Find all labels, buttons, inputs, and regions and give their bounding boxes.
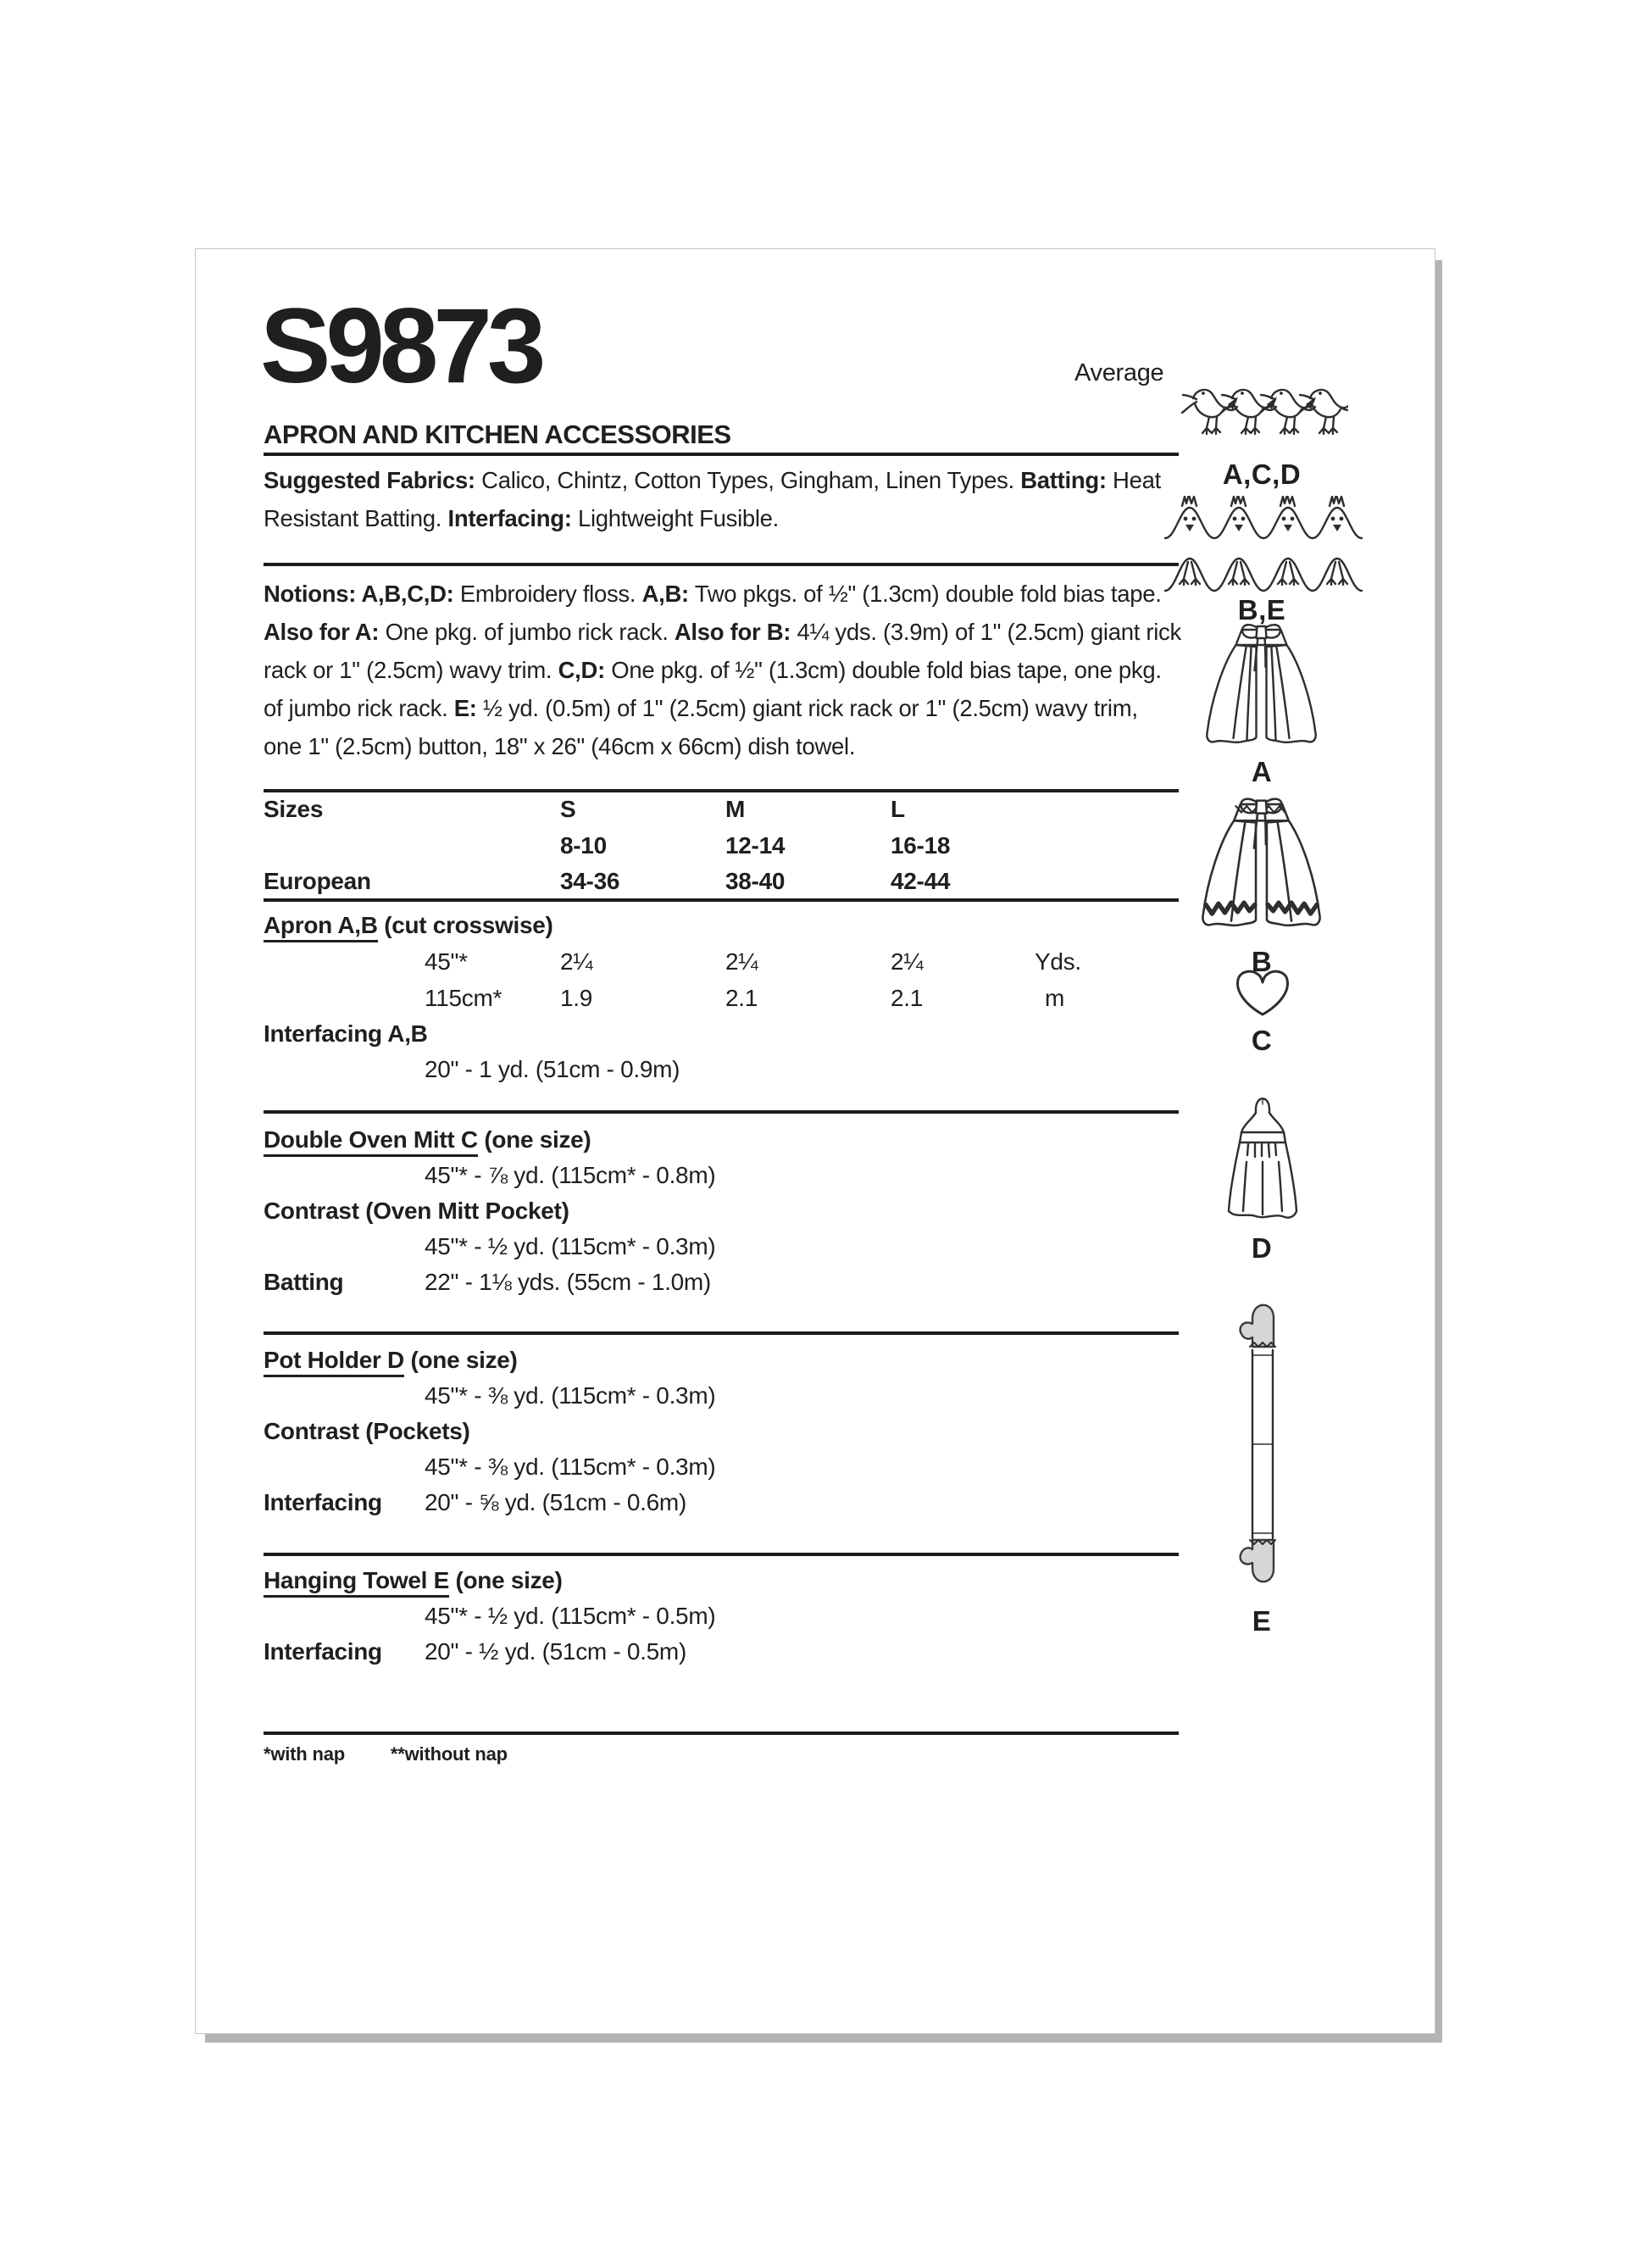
yardage-value: 45"* - ⅜ yd. (115cm* - 0.3m): [425, 1454, 716, 1480]
view-label-c: C: [1251, 1025, 1273, 1056]
hanging-towel-title-note: (one size): [455, 1567, 563, 1593]
size-header-row: [264, 796, 1179, 823]
hanging-towel-section-title: [264, 1567, 563, 1594]
interfacing-value: 20" - 1 yd. (51cm - 0.9m): [425, 1056, 680, 1082]
divider-rule: [264, 563, 1179, 566]
size-s-range: 8-10: [560, 832, 607, 859]
fabric-width: 45"*: [425, 948, 468, 975]
european-l: 42-44: [891, 868, 951, 894]
yardage-value: 45"* - ½ yd. (115cm* - 0.3m): [425, 1233, 716, 1259]
yards-l: 2¼: [891, 948, 924, 975]
view-label-e: E: [1252, 1605, 1272, 1637]
apron-a-illustration: [1196, 620, 1327, 753]
size-european-row: [264, 868, 1179, 895]
yardage-value: 45"* - ⅞ yd. (115cm* - 0.8m): [425, 1162, 716, 1188]
divider-rule: [264, 1110, 1179, 1114]
batting-value: 22" - 1⅛ yds. (55cm - 1.0m): [425, 1269, 711, 1295]
batting-label: Batting: [264, 1269, 344, 1295]
yardage-row: [264, 1603, 1179, 1630]
size-l-range: 16-18: [891, 832, 951, 859]
bottle-cover-illustration: [1221, 1084, 1304, 1226]
batting-row: [264, 1269, 1179, 1296]
interfacing-label: Interfacing A,B: [264, 1020, 428, 1047]
contrast-label: Contrast (Oven Mitt Pocket): [264, 1198, 569, 1224]
divider-rule: [264, 898, 1179, 902]
size-col-l: L: [891, 796, 905, 822]
meters-l: 2.1: [891, 985, 924, 1011]
pot-holder-section-title: [264, 1347, 518, 1374]
yardage-row: [264, 1454, 1179, 1481]
view-label-a: A: [1251, 756, 1273, 787]
contrast-label-row: [264, 1198, 1179, 1225]
notions-paragraph: Notions: A,B,C,D: Embroidery floss. A,B: Two pkgs. of ½" (1.3cm) double fold bias tape. Also for A: One pkg. of jumbo rick rack. Also for B: 4¼ yds. (3.9m) of 1" (2.5cm) giant rick rack or 1" (2.5cm) wavy trim. C,D: One pkg. of ½" (1.3cm) double fold bias tape, one pkg. of jumbo rick rack. E: ½ yd. (0.5m) of 1" (2.5cm) giant rick rack or 1" (2.5cm) wavy trim, one 1" (2.5cm) button, 18" x 26" (46cm x 66cm) dish towel.: [264, 581, 1181, 759]
interfacing-value-row: [264, 1056, 1179, 1083]
european-m: 38-40: [725, 868, 786, 894]
yards-s: 2¼: [560, 948, 593, 975]
without-nap-note: **without nap: [390, 1743, 508, 1765]
pattern-envelope-back: [195, 248, 1435, 2034]
view-label-be: B,E: [1237, 594, 1286, 625]
pot-holder-title-text: Pot Holder D: [264, 1347, 404, 1377]
scallop-trim-illustration: [1163, 496, 1365, 594]
yardage-row: [264, 985, 1179, 1012]
with-nap-note: *with nap: [264, 1743, 345, 1765]
view-label-d: D: [1251, 1232, 1273, 1264]
divider-rule: [264, 1732, 1179, 1735]
interfacing-row: [264, 1489, 1179, 1516]
european-label: European: [264, 868, 371, 894]
view-label-acd: A,C,D: [1222, 459, 1302, 490]
bird-trim-illustration: [1179, 374, 1348, 455]
interfacing-label-row: [264, 1020, 1179, 1048]
oven-mitt-section-title: [264, 1126, 591, 1153]
divider-rule: [264, 789, 1179, 792]
yardage-row: [264, 948, 1179, 976]
apron-title-text: Apron A,B: [264, 912, 378, 942]
contrast-label-row: [264, 1418, 1179, 1445]
size-col-s: S: [560, 796, 576, 822]
oven-mitt-title-note: (one size): [484, 1126, 591, 1153]
yardage-value: 45"* - ½ yd. (115cm* - 0.5m): [425, 1603, 716, 1629]
oven-mitt-title-text: Double Oven Mitt C: [264, 1126, 478, 1157]
interfacing-value: 20" - ½ yd. (51cm - 0.5m): [425, 1638, 686, 1665]
hanging-towel-title-text: Hanging Towel E: [264, 1567, 449, 1598]
pot-holder-title-note: (one size): [410, 1347, 518, 1373]
nap-footnote: [264, 1743, 508, 1765]
european-s: 34-36: [560, 868, 620, 894]
divider-rule: [264, 1331, 1179, 1335]
sizes-label: Sizes: [264, 796, 324, 822]
meters-m: 2.1: [725, 985, 758, 1011]
pattern-number: S9873: [260, 287, 541, 405]
suggested-fabrics-paragraph: Suggested Fabrics: Calico, Chintz, Cotton Types, Gingham, Linen Types. Batting: Heat Resistant Batting. Interfacing: Lightweight Fusible.: [264, 467, 1161, 531]
interfacing-label: Interfacing: [264, 1489, 382, 1515]
yardage-row: [264, 1382, 1179, 1409]
apron-b-illustration: [1191, 793, 1331, 937]
yardage-value: 45"* - ⅜ yd. (115cm* - 0.3m): [425, 1382, 716, 1409]
size-col-m: M: [725, 796, 746, 822]
difficulty-rating: Average: [1074, 359, 1164, 386]
size-numeric-row: [264, 832, 1179, 859]
heart-pot-holder-illustration: [1231, 965, 1294, 1020]
apron-section-title: [264, 912, 553, 939]
unit-label: Yds.: [1035, 948, 1081, 975]
interfacing-value: 20" - ⅝ yd. (51cm - 0.6m): [425, 1489, 686, 1515]
yards-m: 2¼: [725, 948, 758, 975]
apron-title-note: (cut crosswise): [384, 912, 553, 938]
double-oven-mitt-illustration: [1234, 1296, 1291, 1593]
yardage-row: [264, 1162, 1179, 1189]
size-m-range: 12-14: [725, 832, 786, 859]
meters-s: 1.9: [560, 985, 593, 1011]
view-label-b: B: [1251, 946, 1273, 977]
contrast-label: Contrast (Pockets): [264, 1418, 470, 1444]
fabric-width: 115cm*: [425, 985, 502, 1011]
interfacing-row: [264, 1638, 1179, 1665]
divider-rule: [264, 1553, 1179, 1556]
interfacing-label: Interfacing: [264, 1638, 382, 1665]
yardage-row: [264, 1233, 1179, 1260]
divider-rule: [264, 453, 1179, 456]
page-title: APRON AND KITCHEN ACCESSORIES: [264, 420, 731, 449]
unit-label: m: [1045, 985, 1065, 1011]
